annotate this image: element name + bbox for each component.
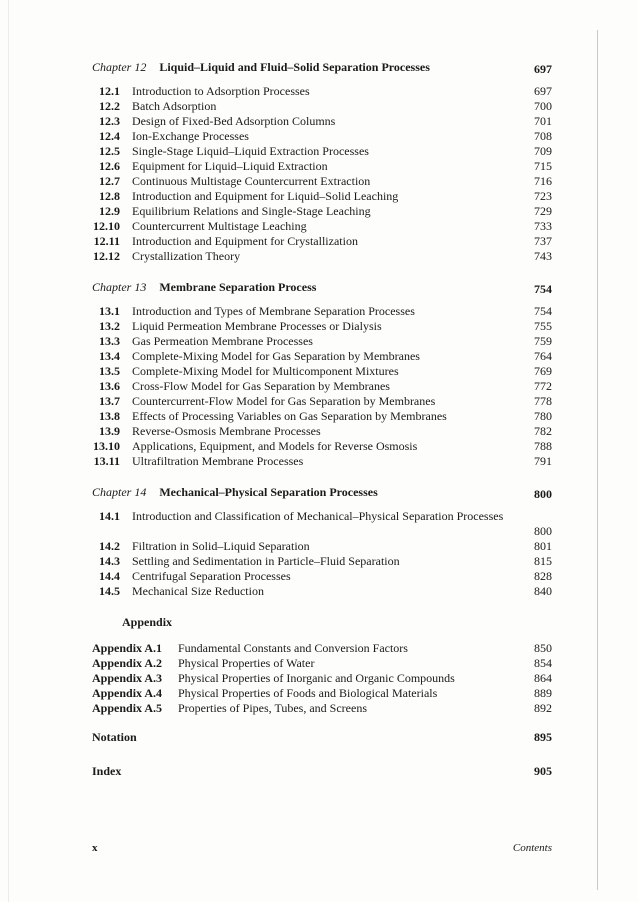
toc-row [92, 234, 552, 249]
section-title: Countercurrent Multistage Leaching [132, 219, 307, 233]
notation-entry [92, 730, 552, 748]
section-title: Centrifugal Separation Processes [132, 569, 291, 583]
section-page: 772 [534, 379, 552, 393]
section-number: 12.5 [99, 144, 120, 158]
section-number: 14.5 [99, 584, 120, 598]
appendix-heading: Appendix [122, 615, 173, 629]
appendix-page: 889 [534, 686, 552, 700]
toc-row [92, 114, 552, 129]
toc-row [92, 174, 552, 189]
appendix-number: Appendix A.1 [92, 641, 163, 655]
chapter-title: Mechanical–Physical Separation Processes [159, 485, 378, 499]
section-page: 764 [534, 349, 552, 363]
chapter-page: 697 [534, 62, 552, 76]
notation-page: 895 [534, 730, 552, 744]
section-title: Batch Adsorption [132, 99, 217, 113]
toc-row [92, 539, 552, 554]
section-page: 778 [534, 394, 552, 408]
section-title: Introduction to Adsorption Processes [132, 84, 310, 98]
binding-line [597, 30, 598, 890]
appendix-title: Physical Properties of Water [178, 656, 315, 670]
chapter-label: Chapter 12 [92, 60, 147, 74]
appendix-number: Appendix A.3 [92, 671, 163, 685]
index-label: Index [92, 764, 122, 778]
section-number: 14.1 [99, 509, 120, 523]
toc-row [92, 189, 552, 204]
section-page: 701 [534, 114, 552, 128]
section-page: 780 [534, 409, 552, 423]
section-page: 733 [534, 219, 552, 233]
appendix-number: Appendix A.4 [92, 686, 163, 700]
section-title: Complete-Mixing Model for Multicomponent Mixtures [132, 364, 399, 378]
section-title: Filtration in Solid–Liquid Separation [132, 539, 310, 553]
appendix-title: Fundamental Constants and Conversion Factors [178, 641, 408, 655]
appendix-number: Appendix A.5 [92, 701, 163, 715]
chapter-title: Membrane Separation Process [159, 280, 317, 294]
section-title: Ultrafiltration Membrane Processes [132, 454, 304, 468]
section-page: 708 [534, 129, 552, 143]
section-page: 715 [534, 159, 552, 173]
section-title: Cross-Flow Model for Gas Separation by Membranes [132, 379, 390, 393]
section-number: 12.12 [93, 249, 120, 263]
section-title: Settling and Sedimentation in Particle–Fluid Separation [132, 554, 400, 568]
section-title: Ion-Exchange Processes [132, 129, 249, 143]
section-number: 13.7 [99, 394, 120, 408]
section-number: 12.10 [93, 219, 120, 233]
toc-row [92, 569, 552, 584]
toc-row [92, 304, 552, 319]
section-number: 13.2 [99, 319, 120, 333]
section-page: 782 [534, 424, 552, 438]
section-number: 13.1 [99, 304, 120, 318]
chapter-title: Liquid–Liquid and Fluid–Solid Separation Processes [159, 60, 430, 74]
toc-row [92, 409, 552, 424]
section-page: 788 [534, 439, 552, 453]
section-number: 12.4 [99, 129, 120, 143]
notation-label: Notation [92, 730, 137, 744]
section-title: Design of Fixed-Bed Adsorption Columns [132, 114, 336, 128]
section-title: Continuous Multistage Countercurrent Extraction [132, 174, 371, 188]
section-number: 12.1 [99, 84, 120, 98]
section-number: 13.8 [99, 409, 120, 423]
page-footer [92, 842, 552, 858]
section-title: Introduction and Classification of Mechanical–Physical Separation Processes [132, 509, 504, 523]
appendix-page: 850 [534, 641, 552, 655]
toc-row [92, 364, 552, 379]
section-page: 840 [534, 584, 552, 598]
section-number: 12.3 [99, 114, 120, 128]
toc-row [92, 144, 552, 159]
section-title: Mechanical Size Reduction [132, 584, 264, 598]
section-number: 12.9 [99, 204, 120, 218]
section-page: 815 [534, 554, 552, 568]
section-number: 13.11 [93, 454, 120, 468]
section-page: 697 [534, 84, 552, 98]
running-head: Contents [512, 842, 552, 854]
chapter-label: Chapter 14 [92, 485, 147, 499]
section-number: 12.11 [93, 234, 120, 248]
section-number: 14.3 [99, 554, 120, 568]
section-page: 723 [534, 189, 552, 203]
toc-row [92, 454, 552, 469]
chapter-page: 754 [534, 282, 552, 296]
section-number: 13.9 [99, 424, 120, 438]
toc-row [92, 129, 552, 144]
section-title: Equipment for Liquid–Liquid Extraction [132, 159, 328, 173]
section-title: Liquid Permeation Membrane Processes or Dialysis [132, 319, 382, 333]
section-page: 791 [534, 454, 552, 468]
section-page: 828 [534, 569, 552, 583]
toc-row [92, 84, 552, 99]
appendix-row [92, 656, 552, 671]
section-page: 755 [534, 319, 552, 333]
section-page: 800 [534, 524, 552, 538]
section-page: 743 [534, 249, 552, 263]
toc-row [92, 509, 552, 539]
toc-row [92, 219, 552, 234]
section-page: 769 [534, 364, 552, 378]
toc-row [92, 99, 552, 114]
appendix-page: 892 [534, 701, 552, 715]
section-number: 13.5 [99, 364, 120, 378]
section-page: 754 [534, 304, 552, 318]
section-number: 14.2 [99, 539, 120, 553]
section-number: 12.8 [99, 189, 120, 203]
appendix-title: Physical Properties of Inorganic and Organic Compounds [178, 671, 455, 685]
toc-row [92, 159, 552, 174]
section-number: 13.3 [99, 334, 120, 348]
toc-row [92, 249, 552, 264]
toc-row [92, 319, 552, 334]
appendix-row [92, 641, 552, 656]
toc-row [92, 554, 552, 569]
section-title: Introduction and Equipment for Crystallization [132, 234, 358, 248]
section-title: Applications, Equipment, and Models for Reverse Osmosis [132, 439, 418, 453]
section-page: 759 [534, 334, 552, 348]
page-edge-shadow [8, 0, 9, 902]
section-title: Gas Permeation Membrane Processes [132, 334, 313, 348]
appendix-title: Physical Properties of Foods and Biological Materials [178, 686, 438, 700]
section-number: 13.6 [99, 379, 120, 393]
section-title: Complete-Mixing Model for Gas Separation by Membranes [132, 349, 420, 363]
section-number: 14.4 [99, 569, 120, 583]
toc-row [92, 379, 552, 394]
section-title: Equilibrium Relations and Single-Stage Leaching [132, 204, 371, 218]
toc-row [92, 349, 552, 364]
section-page: 801 [534, 539, 552, 553]
section-title: Crystallization Theory [132, 249, 241, 263]
section-number: 13.10 [93, 439, 120, 453]
section-number: 12.2 [99, 99, 120, 113]
toc-content [92, 60, 552, 782]
toc-row [92, 584, 552, 599]
chapter-page: 800 [534, 487, 552, 501]
section-page: 737 [534, 234, 552, 248]
section-title: Reverse-Osmosis Membrane Processes [132, 424, 321, 438]
section-page: 709 [534, 144, 552, 158]
chapter-13-heading [92, 280, 552, 298]
appendix-page: 854 [534, 656, 552, 670]
toc-row [92, 439, 552, 454]
section-page: 729 [534, 204, 552, 218]
toc-row [92, 424, 552, 439]
toc-row [92, 394, 552, 409]
section-page: 700 [534, 99, 552, 113]
index-page: 905 [534, 764, 552, 778]
section-page: 716 [534, 174, 552, 188]
toc-row [92, 204, 552, 219]
section-number: 12.6 [99, 159, 120, 173]
appendix-page: 864 [534, 671, 552, 685]
section-title: Single-Stage Liquid–Liquid Extraction Processes [132, 144, 369, 158]
index-entry [92, 764, 552, 782]
appendix-row [92, 686, 552, 701]
chapter-14-heading [92, 485, 552, 503]
section-number: 12.7 [99, 174, 120, 188]
appendix-row [92, 701, 552, 716]
appendix-number: Appendix A.2 [92, 656, 163, 670]
chapter-label: Chapter 13 [92, 280, 147, 294]
page-numeral: x [92, 842, 98, 854]
section-title: Countercurrent-Flow Model for Gas Separation by Membranes [132, 394, 436, 408]
section-number: 13.4 [99, 349, 120, 363]
section-title: Introduction and Equipment for Liquid–Solid Leaching [132, 189, 399, 203]
appendix-title: Properties of Pipes, Tubes, and Screens [178, 701, 367, 715]
appendix-row [92, 671, 552, 686]
toc-row [92, 334, 552, 349]
section-title: Effects of Processing Variables on Gas Separation by Membranes [132, 409, 447, 423]
chapter-12-heading [92, 60, 552, 78]
section-title: Introduction and Types of Membrane Separation Processes [132, 304, 415, 318]
